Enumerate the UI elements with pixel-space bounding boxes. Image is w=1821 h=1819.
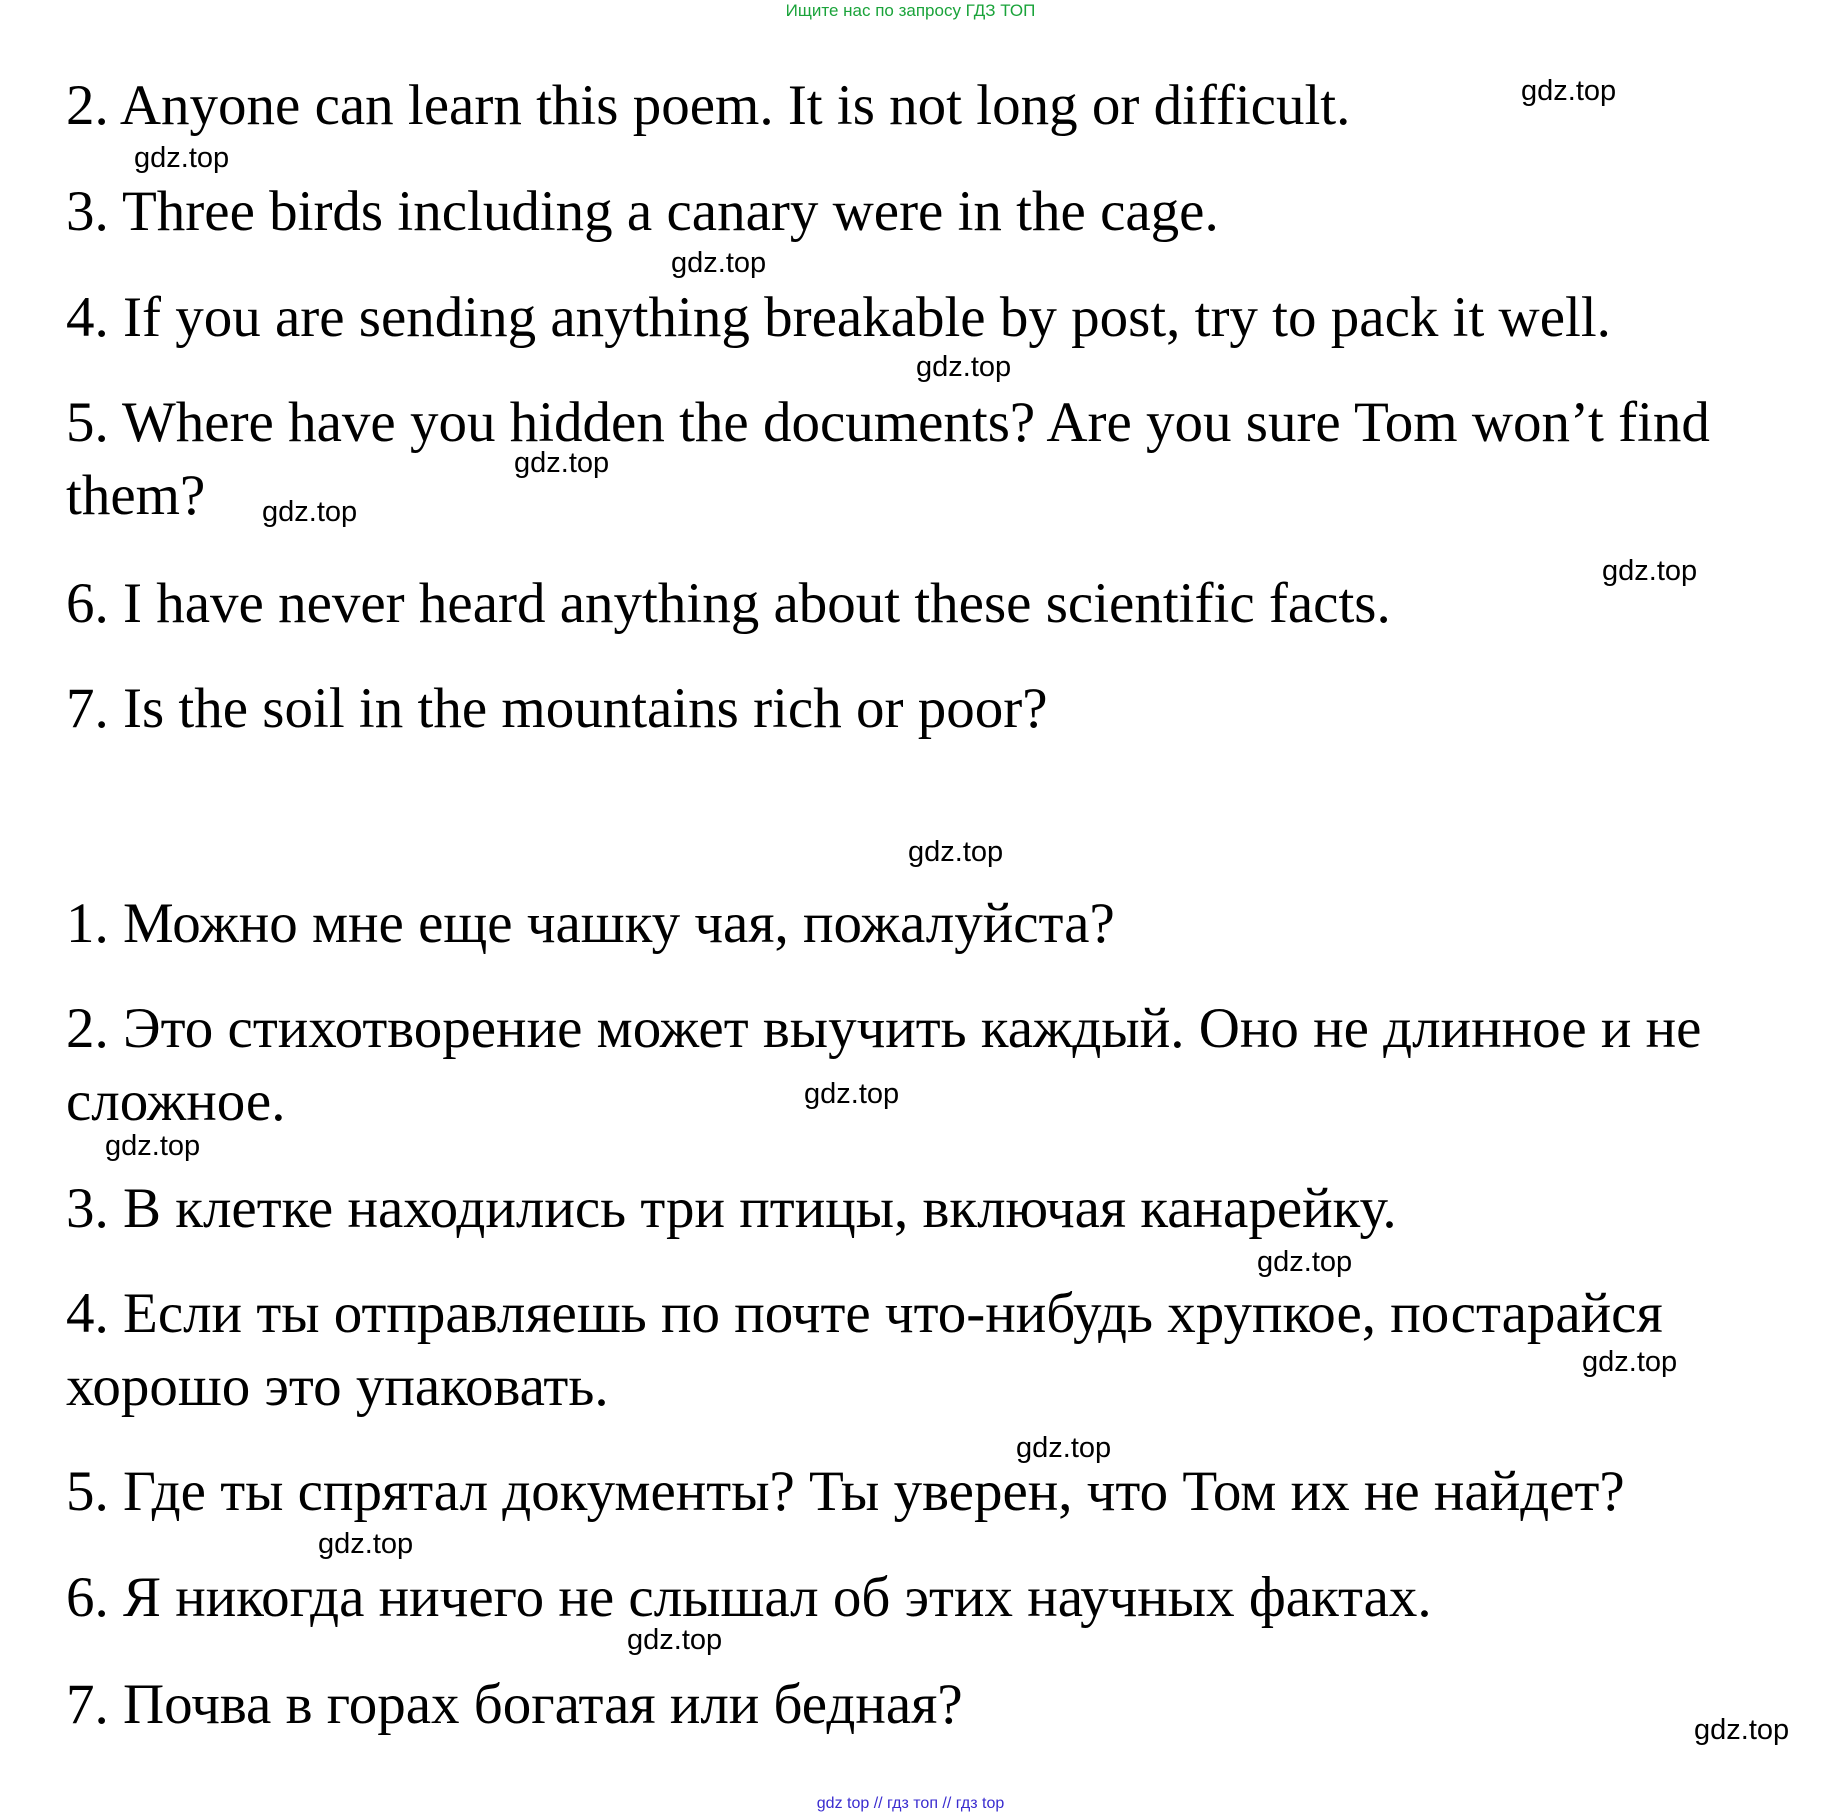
- russian-item-2: 2. Это стихотворение может выучить каждый. Оно не длинное и не: [66, 997, 1702, 1060]
- watermark: gdz.top: [916, 351, 1012, 383]
- russian-item-4: 4. Если ты отправляешь по почте что-нибудь хрупкое, постарайся: [66, 1282, 1663, 1345]
- watermark: gdz.top: [105, 1130, 201, 1162]
- russian-item-5: 5. Где ты спрятал документы? Ты уверен, что Том их не найдет?: [66, 1460, 1625, 1523]
- footer-links[interactable]: gdz top // гдз топ // гдз top: [816, 1795, 1005, 1812]
- watermark: gdz.top: [1602, 555, 1698, 587]
- watermark: gdz.top: [134, 142, 230, 174]
- watermark: gdz.top: [804, 1078, 900, 1110]
- search-hint-header[interactable]: Ищите нас по запросу ГДЗ ТОП: [785, 1, 1036, 20]
- watermark: gdz.top: [627, 1624, 723, 1656]
- watermark: gdz.top: [514, 447, 610, 479]
- russian-item-7: 7. Почва в горах богатая или бедная?: [66, 1673, 963, 1736]
- english-item-5: 5. Where have you hidden the documents? Are you sure Tom won’t find: [66, 391, 1710, 454]
- watermark: gdz.top: [671, 247, 767, 279]
- russian-item-1: 1. Можно мне еще чашку чая, пожалуйста?: [66, 892, 1115, 955]
- watermark: gdz.top: [1257, 1246, 1353, 1278]
- english-item-6: 6. I have never heard anything about these scientific facts.: [66, 572, 1391, 635]
- russian-item-2-continued: сложное.: [66, 1070, 286, 1133]
- russian-item-4-continued: хорошо это упаковать.: [66, 1355, 609, 1418]
- russian-item-3: 3. В клетке находились три птицы, включая канарейку.: [66, 1177, 1397, 1240]
- watermark: gdz.top: [908, 836, 1004, 868]
- watermark: gdz.top: [1016, 1432, 1112, 1464]
- watermark: gdz.top: [318, 1528, 414, 1560]
- english-item-3: 3. Three birds including a canary were in the cage.: [66, 180, 1219, 243]
- english-item-2: 2. Anyone can learn this poem. It is not long or difficult.: [66, 74, 1351, 137]
- watermark: gdz.top: [262, 496, 358, 528]
- russian-item-6: 6. Я никогда ничего не слышал об этих научных фактах.: [66, 1566, 1432, 1629]
- watermark: gdz.top: [1582, 1346, 1678, 1378]
- english-item-4: 4. If you are sending anything breakable by post, try to pack it well.: [66, 286, 1611, 349]
- watermark: gdz.top: [1521, 75, 1617, 107]
- english-item-5-continued: them?: [66, 464, 206, 527]
- english-item-7: 7. Is the soil in the mountains rich or poor?: [66, 677, 1048, 740]
- watermark: gdz.top: [1694, 1714, 1790, 1746]
